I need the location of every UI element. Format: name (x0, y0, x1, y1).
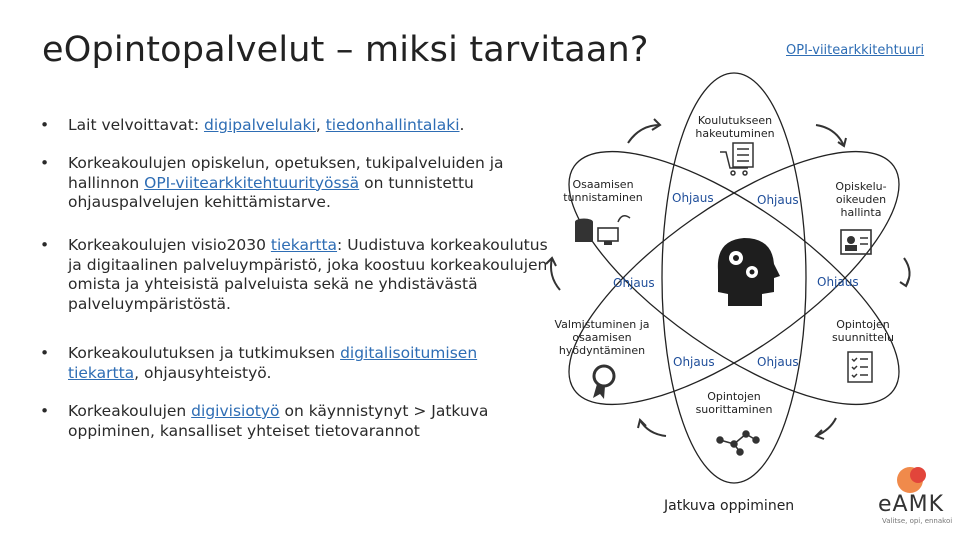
shopping-list-icon (720, 143, 753, 175)
label-opintojen-suunnittelu: Opintojen suunnittelu (831, 318, 895, 344)
arrow-icon (640, 420, 666, 436)
tiedonhallintalaki-link[interactable]: tiedonhallintalaki (325, 116, 460, 134)
digipalvelulaki-link[interactable]: digipalvelulaki (203, 116, 316, 134)
bullet-item-opi: • Korkeakoulujen opiskelun, opetuksen, tukipalveluiden ja hallinnon OPI-viitearkkitehtuurityössä on tunnistettu ohjauspalvelujen kehittämistarve. (40, 154, 504, 211)
label-opiskeluoikeuden-hallinta: Opiskelu-oikeuden hallinta (835, 180, 887, 219)
bullet-item-digitalisation: • Korkeakoulutuksen ja tutkimuksen digitalisoitumisen tiekartta, ohjausyhteistyö. (40, 344, 478, 382)
award-icon (593, 366, 614, 399)
eamk-logo-text: eAMK (878, 492, 944, 517)
jatkuva-oppiminen-label: Jatkuva oppiminen (664, 498, 795, 514)
network-icon (717, 431, 759, 455)
head-gears-icon (718, 238, 780, 306)
ohjaus-label: Ohjaus (757, 193, 799, 207)
label-osaamisen-tunnistaminen: Osaamisen tunnistaminen (563, 178, 643, 204)
ohjaus-label: Ohjaus (757, 355, 799, 369)
opi-viitearkkitehtuuri-link[interactable]: OPI-viitearkkitehtuuri (786, 43, 925, 58)
ohjaus-label: Ohjaus (817, 275, 859, 289)
arrow-icon (652, 119, 660, 130)
ohjaus-label: Ohjaus (672, 191, 714, 205)
label-opintojen-suorittaminen: Opintojen suorittaminen (695, 390, 773, 416)
arrow-icon (838, 138, 846, 146)
label-koulutukseen-hakeutuminen: Koulutukseen hakeutuminen (695, 114, 775, 140)
id-card-icon (841, 230, 871, 254)
arrow-icon (904, 258, 910, 286)
arrow-icon (900, 278, 909, 286)
label-valmistuminen: Valmistuminen ja osaamisen hyödyntäminen (554, 318, 650, 357)
arrow-icon (638, 420, 646, 428)
ohjaus-label: Ohjaus (613, 276, 655, 290)
bullet-item-visio2030: • Korkeakoulujen visio2030 tiekartta: Uudistuva korkeakoulutus ja digitaalinen palveluympäristö, joka koostuu korkeakoulujen omista ja yhteisistä palveluista sekä ne yhdistävästä palveluympäristöstä. (40, 236, 548, 313)
arrow-icon (816, 430, 824, 439)
digivisio-link[interactable]: digivisiotyö (191, 402, 280, 420)
arrow-icon (816, 418, 836, 436)
ohjaus-label: Ohjaus (673, 355, 715, 369)
checklist-icon (848, 352, 872, 382)
digitalisation-roadmap-link[interactable]: digitalisoitumisen tiekartta (68, 344, 478, 382)
page-title: eOpintopalvelut – miksi tarvitaan? (42, 30, 649, 70)
opi-work-link[interactable]: OPI-viitearkkitehtuurityössä (144, 173, 360, 192)
arrow-icon (816, 125, 844, 146)
tiekartta-link[interactable]: tiekartta (270, 236, 338, 254)
arrow-icon (551, 258, 560, 290)
bullet-item-laws: • Lait velvoittavat: digipalvelulaki, tiedonhallintalaki. (40, 116, 465, 134)
arrow-icon (628, 125, 660, 143)
bullet-item-digivisio: • Korkeakoulujen digivisiotyö on käynnistynyt > Jatkuva oppiminen, kansalliset yhteiset tietovarannot (40, 402, 489, 440)
eamk-logo-tagline: Valitse, opi, ennakoi (882, 517, 953, 525)
database-computer-icon (575, 216, 630, 245)
